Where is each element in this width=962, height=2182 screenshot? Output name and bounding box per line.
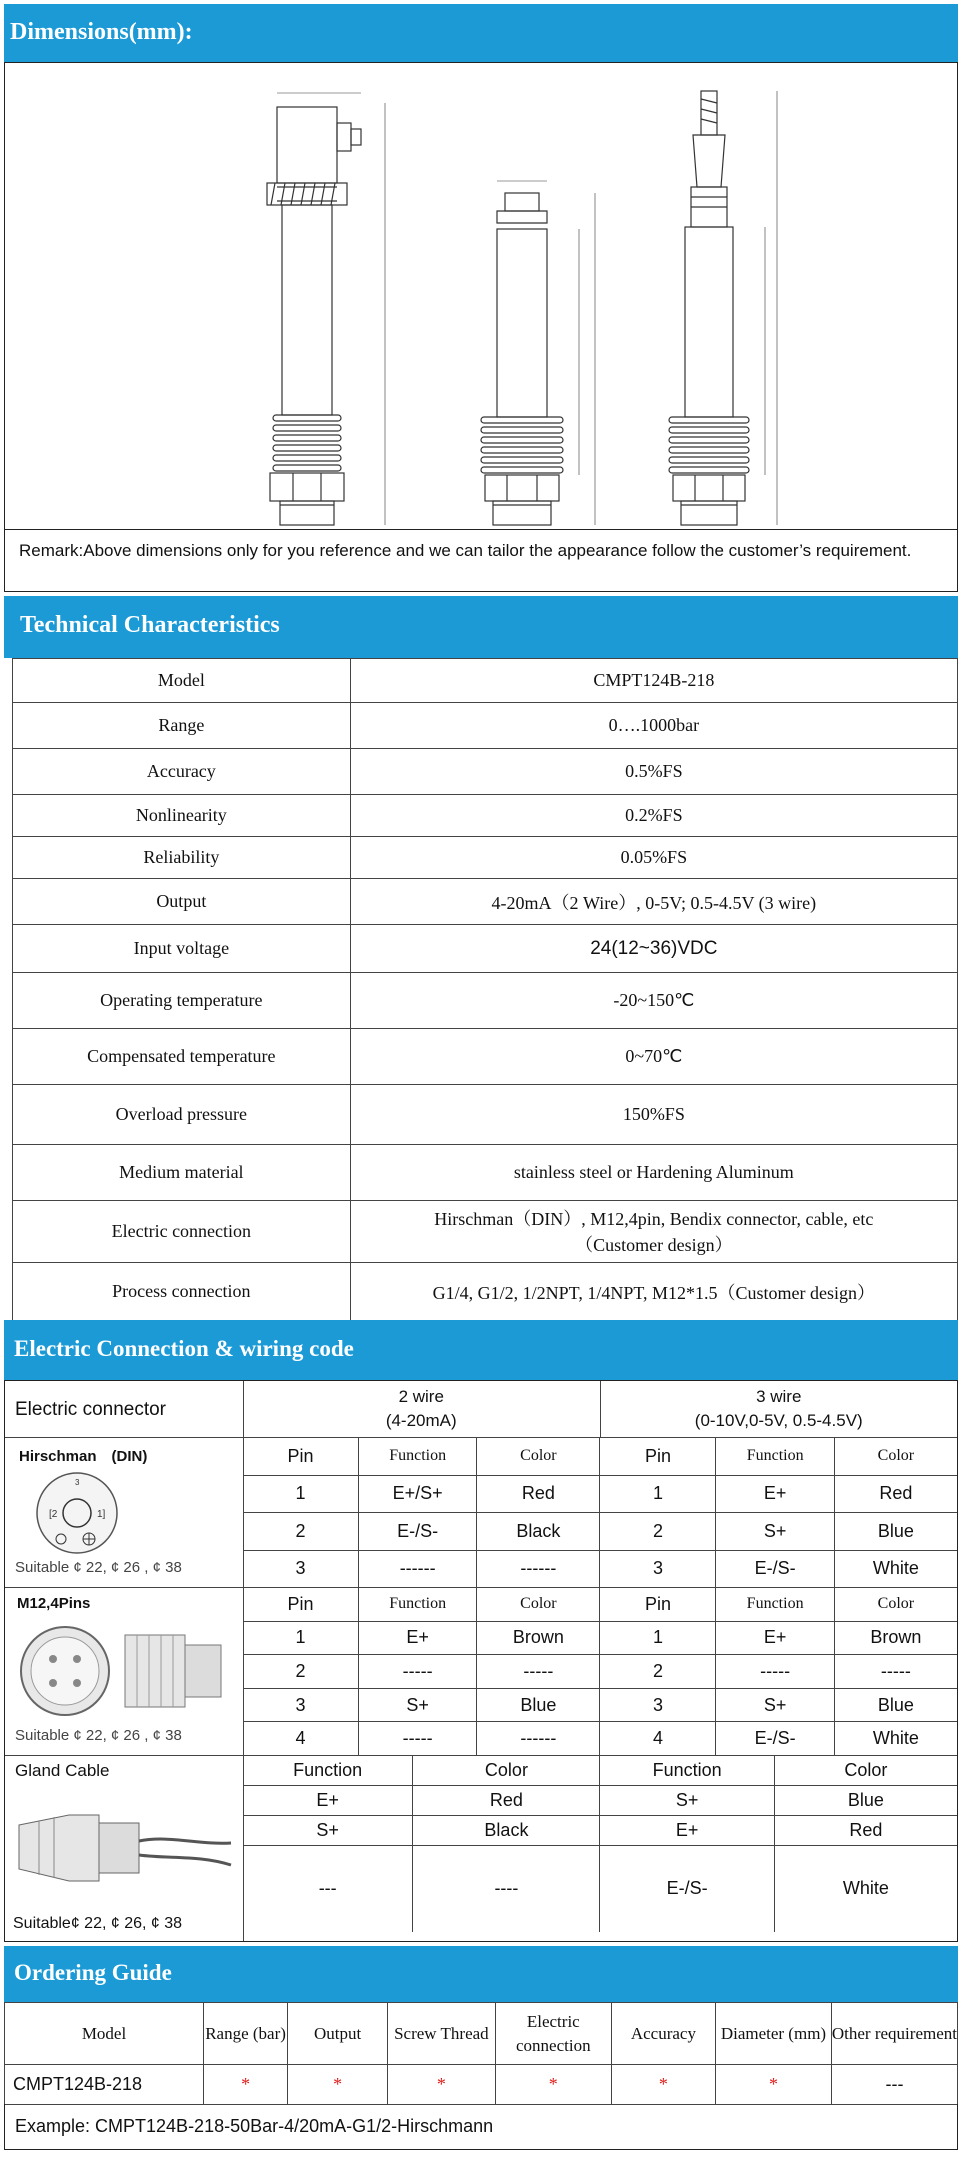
pin-cell: E-/S- bbox=[359, 1513, 477, 1551]
m12-table bbox=[243, 1587, 957, 1756]
technical-table bbox=[12, 658, 958, 1321]
dimensions-drawing-frame bbox=[4, 62, 958, 530]
pin-cell: ------ bbox=[477, 1722, 600, 1756]
tech-value bbox=[350, 795, 957, 837]
gland-header-cell: Color bbox=[413, 1756, 600, 1786]
pin-row bbox=[243, 1475, 957, 1513]
tech-value-text: -20~150℃ bbox=[613, 990, 695, 1010]
pin-cell: S+ bbox=[358, 1688, 476, 1722]
tech-row bbox=[13, 1085, 958, 1145]
gland-cell: Red bbox=[774, 1816, 957, 1846]
pin-cell: E+ bbox=[358, 1621, 476, 1655]
gland-row bbox=[243, 1846, 957, 1932]
gland-row bbox=[243, 1786, 957, 1816]
pin-header-cell: Pin bbox=[243, 1438, 359, 1476]
tech-value-text: 0.5%FS bbox=[625, 761, 683, 781]
order-header-cell: Accuracy bbox=[611, 2003, 715, 2065]
pin-cell: 1 bbox=[243, 1621, 358, 1655]
tech-row bbox=[13, 1029, 958, 1085]
gland-cell: E-/S- bbox=[600, 1846, 774, 1932]
order-header-row bbox=[5, 2003, 958, 2065]
three-wire-label: 3 wire bbox=[756, 1386, 802, 1406]
tech-value bbox=[350, 703, 957, 749]
pin-cell: Brown bbox=[477, 1621, 600, 1655]
pin-cell: ----- bbox=[834, 1655, 957, 1689]
two-wire-sub: (4-20mA) bbox=[385, 1410, 457, 1430]
order-header-cell: Model bbox=[5, 2003, 204, 2065]
tech-label: Nonlinearity bbox=[13, 795, 351, 837]
gland-table bbox=[243, 1755, 957, 1932]
tech-label: Overload pressure bbox=[13, 1085, 351, 1145]
svg-text:1]: 1] bbox=[97, 1509, 106, 1520]
m12-suitable: Suitable ¢ 22, ¢ 26 , ¢ 38 bbox=[15, 1727, 182, 1744]
order-mark: * bbox=[611, 2065, 715, 2105]
tech-value-text: stainless steel or Hardening Aluminum bbox=[513, 1162, 794, 1182]
tech-value bbox=[350, 1145, 957, 1201]
pin-header-cell: Color bbox=[834, 1588, 957, 1622]
pin-header-cell: Color bbox=[477, 1438, 600, 1476]
tech-value bbox=[350, 1029, 957, 1085]
pin-cell: E+ bbox=[716, 1475, 834, 1513]
hirschman-name: Hirschman (DIN) bbox=[19, 1448, 148, 1465]
pin-cell: E+ bbox=[716, 1621, 834, 1655]
pin-header-cell: Pin bbox=[600, 1438, 716, 1476]
ordering-header bbox=[4, 1946, 958, 2002]
tech-label: Electric connection bbox=[13, 1201, 351, 1263]
pin-cell: Black bbox=[477, 1513, 600, 1551]
technical-header bbox=[4, 596, 958, 658]
ordering-table bbox=[4, 2002, 958, 2105]
tech-value bbox=[350, 1085, 957, 1145]
wiring-title: Electric Connection & wiring code bbox=[14, 1336, 354, 1361]
tech-value-text: 4-20mA（2 Wire）, 0-5V; 0.5-4.5V (3 wire) bbox=[491, 892, 817, 913]
pin-cell: ----- bbox=[716, 1655, 834, 1689]
tech-label: Model bbox=[13, 659, 351, 703]
pin-cell: 4 bbox=[600, 1722, 716, 1756]
pin-cell: E+/S+ bbox=[359, 1475, 477, 1513]
order-header-cell: Other requirement bbox=[831, 2003, 957, 2065]
pin-cell: 3 bbox=[243, 1688, 358, 1722]
order-header-cell: Output bbox=[288, 2003, 388, 2065]
pin-row bbox=[243, 1688, 957, 1722]
pin-cell: 2 bbox=[600, 1513, 716, 1551]
pin-row bbox=[243, 1722, 957, 1756]
tech-row bbox=[13, 1263, 958, 1321]
tech-value-text: Hirschman（DIN）, M12,4pin, Bendix connector, cable, etc bbox=[434, 1208, 874, 1229]
gland-cell: S+ bbox=[243, 1816, 413, 1846]
dimensions-title: Dimensions(mm): bbox=[10, 19, 193, 45]
tech-label: Operating temperature bbox=[13, 973, 351, 1029]
tech-value bbox=[350, 659, 957, 703]
tech-value bbox=[350, 1263, 957, 1321]
tech-row bbox=[13, 703, 958, 749]
pin-cell: 3 bbox=[600, 1688, 716, 1722]
tech-row bbox=[13, 879, 958, 925]
tech-value bbox=[350, 879, 957, 925]
svg-text:[2: [2 bbox=[49, 1509, 58, 1520]
pin-header-cell: Function bbox=[716, 1588, 834, 1622]
tech-value bbox=[350, 837, 957, 879]
pin-cell: 2 bbox=[243, 1655, 358, 1689]
tech-value-text: 0~70℃ bbox=[625, 1046, 683, 1066]
remark-text: Remark:Above dimensions only for you reference and we can tailor the appearance follow the customer’s requirement. bbox=[19, 541, 912, 560]
gland-row bbox=[243, 1816, 957, 1846]
tech-label: Medium material bbox=[13, 1145, 351, 1201]
tech-value-text: CMPT124B-218 bbox=[593, 670, 715, 690]
gland-cell bbox=[5, 1755, 243, 1941]
example-text: Example: CMPT124B-218-50Bar-4/20mA-G1/2-Hirschmann bbox=[15, 2116, 494, 2136]
order-header-cell: Diameter (mm) bbox=[716, 2003, 832, 2065]
pin-header-row bbox=[243, 1438, 957, 1476]
hirschman-table bbox=[243, 1437, 957, 1588]
drawing-cable bbox=[669, 91, 777, 525]
wiring-tables bbox=[243, 1381, 957, 1941]
pin-cell: 3 bbox=[600, 1550, 716, 1588]
pin-header-cell: Pin bbox=[600, 1588, 716, 1622]
gland-cable-icon bbox=[9, 1785, 239, 1905]
three-wire-cell bbox=[600, 1381, 957, 1437]
three-wire-sub: (0-10V,0-5V, 0.5-4.5V) bbox=[694, 1410, 863, 1430]
tech-label: Compensated temperature bbox=[13, 1029, 351, 1085]
hirschman-suitable: Suitable ¢ 22, ¢ 26 , ¢ 38 bbox=[15, 1559, 182, 1576]
tech-label: Output bbox=[13, 879, 351, 925]
tech-value-text: 0.2%FS bbox=[625, 805, 683, 825]
tech-value bbox=[350, 973, 957, 1029]
tech-label: Accuracy bbox=[13, 749, 351, 795]
pin-cell: Blue bbox=[477, 1688, 600, 1722]
two-wire-label: 2 wire bbox=[398, 1386, 444, 1406]
tech-label: Range bbox=[13, 703, 351, 749]
pin-cell: 1 bbox=[600, 1475, 716, 1513]
pin-header-cell: Pin bbox=[243, 1588, 358, 1622]
pin-cell: 3 bbox=[243, 1550, 359, 1588]
example-box bbox=[4, 2104, 958, 2150]
m12-cell bbox=[5, 1587, 243, 1756]
pin-header-cell: Color bbox=[834, 1438, 957, 1476]
gland-cell: E+ bbox=[243, 1786, 413, 1816]
pin-cell: 2 bbox=[600, 1655, 716, 1689]
gland-cell: --- bbox=[243, 1846, 413, 1932]
wiring-section bbox=[4, 1380, 958, 1942]
tech-row bbox=[13, 749, 958, 795]
pin-cell: ------ bbox=[359, 1550, 477, 1588]
tech-value bbox=[350, 749, 957, 795]
gland-cell: E+ bbox=[600, 1816, 774, 1846]
order-header-cell: Range (bar) bbox=[204, 2003, 288, 2065]
tech-value bbox=[350, 925, 957, 973]
tech-value-text: 150%FS bbox=[622, 1104, 685, 1124]
pin-cell: Blue bbox=[834, 1688, 957, 1722]
gland-header-cell: Color bbox=[774, 1756, 957, 1786]
tech-label: Process connection bbox=[13, 1263, 351, 1321]
pin-cell: Blue bbox=[834, 1513, 957, 1551]
pin-row bbox=[243, 1655, 957, 1689]
tech-row bbox=[13, 795, 958, 837]
order-mark: * bbox=[716, 2065, 832, 2105]
pin-row bbox=[243, 1621, 957, 1655]
pin-cell: 1 bbox=[243, 1475, 359, 1513]
pin-cell: 1 bbox=[600, 1621, 716, 1655]
pin-cell: 4 bbox=[243, 1722, 358, 1756]
order-row bbox=[5, 2065, 958, 2105]
pin-cell: 2 bbox=[243, 1513, 359, 1551]
tech-row bbox=[13, 925, 958, 973]
tech-row bbox=[13, 1201, 958, 1263]
pin-header-row bbox=[243, 1588, 957, 1622]
pin-cell: ----- bbox=[358, 1655, 476, 1689]
pin-cell: Brown bbox=[834, 1621, 957, 1655]
dimension-drawings bbox=[5, 63, 957, 529]
tech-value-text: 24(12~36)VDC bbox=[590, 937, 718, 959]
pin-cell: White bbox=[834, 1722, 957, 1756]
two-wire-cell bbox=[243, 1381, 600, 1437]
tech-row bbox=[13, 837, 958, 879]
pin-cell: Red bbox=[834, 1475, 957, 1513]
gland-header-cell: Function bbox=[243, 1756, 413, 1786]
m12-connector-icon bbox=[15, 1617, 235, 1727]
tech-value-text: G1/4, G1/2, 1/2NPT, 1/4NPT, M12*1.5（Customer design） bbox=[432, 1282, 875, 1303]
pin-cell: E-/S- bbox=[716, 1550, 834, 1588]
pin-header-cell: Function bbox=[716, 1438, 834, 1476]
connector-column bbox=[5, 1381, 244, 1941]
pin-cell: S+ bbox=[716, 1688, 834, 1722]
wiring-header bbox=[4, 1320, 958, 1380]
technical-title: Technical Characteristics bbox=[20, 612, 280, 638]
tech-row bbox=[13, 1145, 958, 1201]
pin-cell: Red bbox=[477, 1475, 600, 1513]
remark-box bbox=[4, 530, 958, 592]
connector-label-cell bbox=[5, 1381, 243, 1438]
tech-row bbox=[13, 973, 958, 1029]
pin-header-cell: Function bbox=[359, 1438, 477, 1476]
order-header-cell: Electric connection bbox=[495, 2003, 611, 2065]
gland-header-cell: Function bbox=[600, 1756, 774, 1786]
hirschman-cell bbox=[5, 1437, 243, 1588]
m12-name: M12,4Pins bbox=[17, 1595, 91, 1612]
gland-cell: Black bbox=[413, 1816, 600, 1846]
pin-header-cell: Color bbox=[477, 1588, 600, 1622]
tech-label: Input voltage bbox=[13, 925, 351, 973]
pin-cell: ----- bbox=[477, 1655, 600, 1689]
gland-cell: ---- bbox=[413, 1846, 600, 1932]
gland-cell: S+ bbox=[600, 1786, 774, 1816]
tech-value-text-2: （Customer design） bbox=[575, 1234, 733, 1255]
pin-cell: E-/S- bbox=[716, 1722, 834, 1756]
order-header-cell: Screw Thread bbox=[388, 2003, 496, 2065]
gland-suitable: Suitable¢ 22, ¢ 26, ¢ 38 bbox=[13, 1915, 183, 1932]
pin-row bbox=[243, 1550, 957, 1588]
dimensions-header bbox=[4, 4, 958, 62]
order-mark: --- bbox=[831, 2065, 957, 2105]
gland-cell: Red bbox=[413, 1786, 600, 1816]
gland-header-row bbox=[243, 1756, 957, 1786]
tech-value-text: 0….1000bar bbox=[608, 715, 700, 735]
pin-cell: S+ bbox=[716, 1513, 834, 1551]
order-mark: * bbox=[288, 2065, 388, 2105]
hirschman-pin-icon bbox=[27, 1469, 127, 1555]
wiring-head-table bbox=[243, 1381, 957, 1438]
ordering-title: Ordering Guide bbox=[14, 1960, 172, 1985]
order-mark: * bbox=[495, 2065, 611, 2105]
pin-cell: ------ bbox=[477, 1550, 600, 1588]
order-model: CMPT124B-218 bbox=[5, 2065, 204, 2105]
order-mark: * bbox=[388, 2065, 496, 2105]
svg-text:3: 3 bbox=[75, 1478, 80, 1487]
pin-row bbox=[243, 1513, 957, 1551]
pin-header-cell: Function bbox=[358, 1588, 476, 1622]
drawing-m12 bbox=[481, 181, 595, 525]
tech-row bbox=[13, 659, 958, 703]
gland-cell: White bbox=[774, 1846, 957, 1932]
gland-cell: Blue bbox=[774, 1786, 957, 1816]
pin-cell: ----- bbox=[358, 1722, 476, 1756]
gland-name: Gland Cable bbox=[15, 1761, 110, 1780]
tech-value-text: 0.05%FS bbox=[620, 847, 688, 867]
drawing-hirschman bbox=[267, 93, 385, 525]
connector-label: Electric connector bbox=[15, 1399, 167, 1420]
tech-label: Reliability bbox=[13, 837, 351, 879]
pin-cell: White bbox=[834, 1550, 957, 1588]
tech-value bbox=[350, 1201, 957, 1263]
order-mark: * bbox=[204, 2065, 288, 2105]
